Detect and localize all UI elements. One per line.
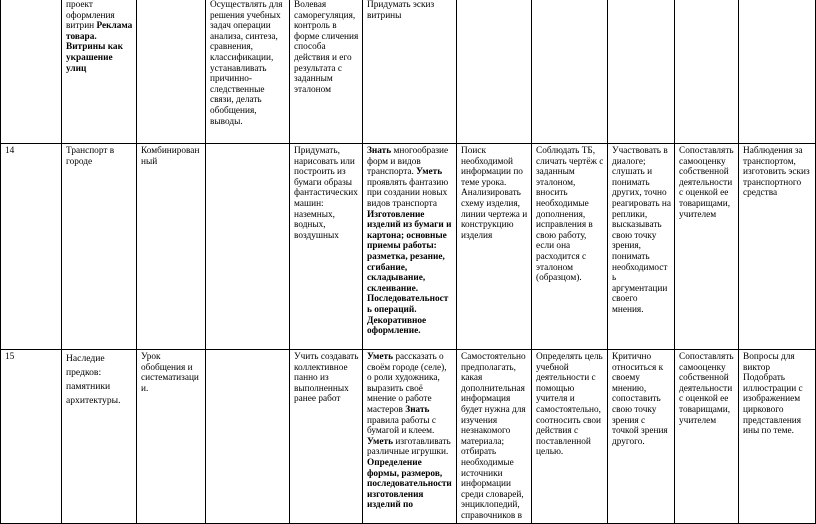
cell-cognitive: Осуществлять для решения учебных задач операции анализа, синтеза, сравнения, классификации, устанавливать причинно-следственные связи, делать обобщения, выводы. xyxy=(206,0,290,144)
cell-regulative xyxy=(532,0,608,144)
cell-communicative: Участвовать в диалоге; слушать и понимать других, точно реагировать на реплики, высказывать свою точку зрения, понимать необходимость аргументации своего мнения. xyxy=(608,144,675,350)
table-row xyxy=(1,350,816,524)
table-row xyxy=(1,0,816,144)
cell-knowledge: Придумать эскиз витрины xyxy=(363,0,457,144)
cell-goal: Волевая саморегуляция, контроль в форме сличения способа действия и его результата с заданным эталоном xyxy=(290,0,363,144)
cell-knowledge: Знать многообразие форм и видов транспорта. Уметь проявлять фантазию при создании новых видов транспорта Изготовление изделий из бумаги и картона; основные приемы работы: разметка, резание, сгибание, складывание, склеивание. Последовательность операций. Декоративное оформление. xyxy=(363,144,457,350)
cell-lesson-type: Комбинированный xyxy=(137,144,206,350)
cell-topic: проект оформления витрин Реклама товара. Витрины как украшение улиц xyxy=(62,0,137,144)
cell-homework: Вопросы для виктор Подобрать иллюстрации с изображением циркового представления ины по теме. xyxy=(739,350,816,524)
cell-regulative: Соблюдать ТБ, сличать чертёж с заданным эталоном, вносить необходимые дополнения, исправления в свою работу, если она расходится с эталоном (образцом). xyxy=(532,144,608,350)
cell-goal: Учить создавать коллективное панно из выполненных ранее работ xyxy=(290,350,363,524)
cell-communicative: Критично относиться к своему мнению, сопоставить свою точку зрения с точкой зрения другого. xyxy=(608,350,675,524)
cell-lesson-type: Урок обобщения и систематизации. xyxy=(137,350,206,524)
table-row xyxy=(1,144,816,350)
cell-topic: Транспорт в городе xyxy=(62,144,137,350)
cell-topic: Наследие предков: памятники архитектуры. xyxy=(62,350,137,524)
cell-num xyxy=(1,0,62,144)
cell-num: 14 xyxy=(1,144,62,350)
cell-info xyxy=(457,0,532,144)
cell-info: Самостоятельно предполагать, какая дополнительная информация будет нужна для изучения незнакомого материала; отбирать необходимые источники информации среди словарей, энциклопедий, справочников в xyxy=(457,350,532,524)
cell-communicative xyxy=(608,0,675,144)
cell-regulative: Определять цель учебной деятельности с помощью учителя и самостоятельно, соотносить свои действия с поставленной целью. xyxy=(532,350,608,524)
cell-info: Поиск необходимой информации по теме урока. Анализировать схему изделия, линии чертежа и конструкцию изделия xyxy=(457,144,532,350)
cell-homework: Наблюдения за транспортом, изготовить эскиз транспортного средства xyxy=(739,144,816,350)
cell-num: 15 xyxy=(1,350,62,524)
cell-self-assessment: Сопоставлять самооценку собственной деятельности с оценкой ее товарищами, учителем xyxy=(675,144,739,350)
cell-lesson-type xyxy=(137,0,206,144)
cell-homework xyxy=(739,0,816,144)
cell-cognitive xyxy=(206,144,290,350)
cell-goal: Придумать, нарисовать или построить из бумаги образы фантастических машин: наземных, водных, воздушных xyxy=(290,144,363,350)
cell-cognitive xyxy=(206,350,290,524)
cell-knowledge: Уметь рассказать о своём городе (селе), о роли художника, выразить своё мнение о работе мастеров Знать правила работы с бумагой и клеем. Уметь изготавливать различные игрушки. Определение формы, размеров, последовательности изготовления изделий по xyxy=(363,350,457,524)
cell-self-assessment: Сопоставлять самооценку собственной деятельности с оценкой ее товарищами, учителем xyxy=(675,350,739,524)
cell-self-assessment xyxy=(675,0,739,144)
